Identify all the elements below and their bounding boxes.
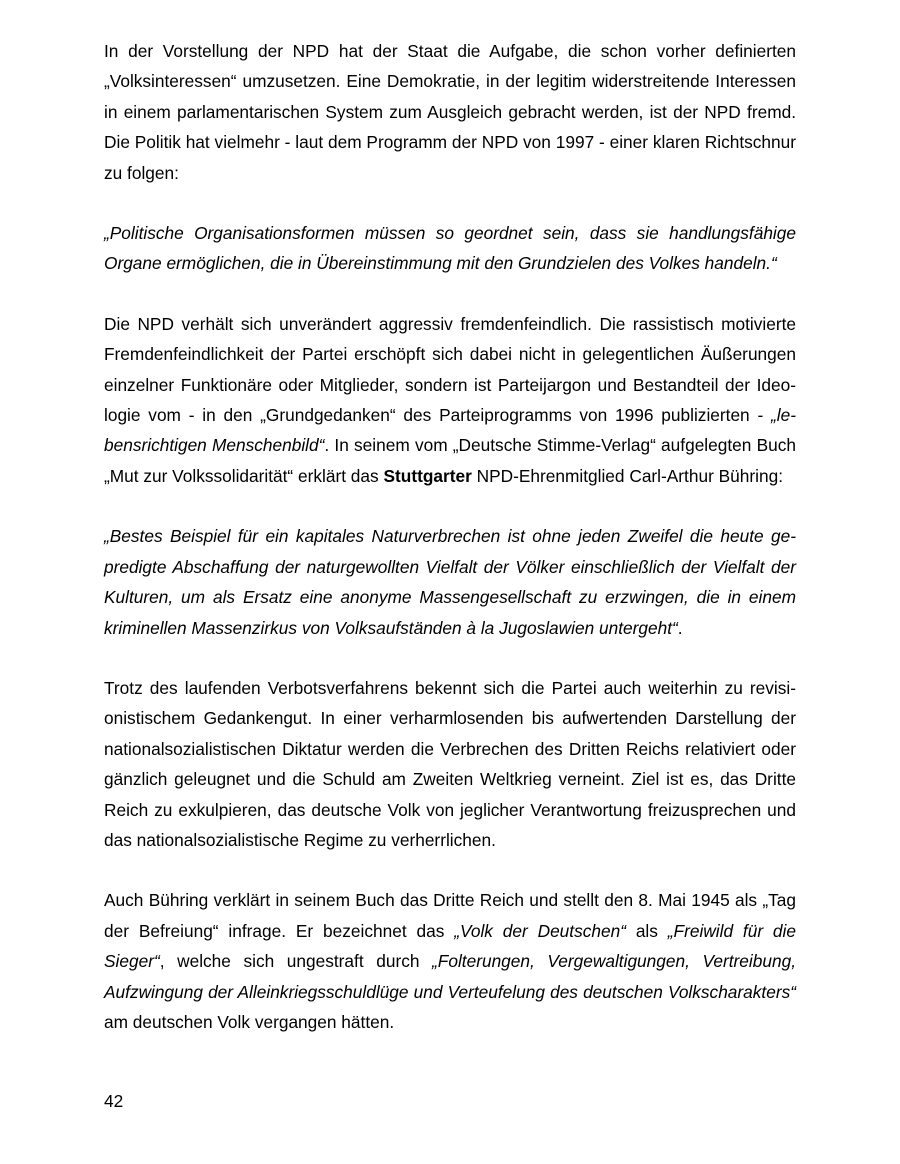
paragraph-npd-state: In der Vorstellung der NPD hat der Staat die Aufgabe, die schon vorher definierten „Volksinteressen“ umzusetzen. Eine Demokratie, in der legitim widerstreitende Interessen in einem parlamentarischen System zum Ausgleich gebracht werden, ist der NPD fremd. Die Politik hat vielmehr - laut dem Programm der NPD von 1997 - einer klaren Richtschnur zu folgen: <box>104 41 796 183</box>
quote-buehring <box>104 521 796 643</box>
italic-quote: „lebensrichtigen Menschenbild“ <box>104 405 796 456</box>
quote-npd-program: „Politische Organisationsformen müssen so geordnet sein, dass sie handlungsfähige Organe ermöglichen, die in Übereinstimmung mit den Grundzielen des Volkes handeln.“ <box>104 223 796 274</box>
paragraph-text: am deutschen Volk vergangen hätten. <box>104 1011 395 1032</box>
italic-quote: „Bestes Beispiel für ein kapitales Naturverbrechen ist ohne jeden Zweifel die heute gepredigte Abschaffung der naturgewollten Vielfalt der Völker einschließlich der Vielfalt der Kulturen, um als Ersatz eine anonyme Massengesellschaft zu erzwingen, die in einem kriminellen Massenzirkus von Volksaufständen à la Jugoslawien untergeht“ <box>104 526 796 638</box>
italic-quote: „Freiwild für die Sieger“ <box>104 920 796 972</box>
document-page <box>104 36 796 1067</box>
paragraph-buehring-book <box>104 885 796 1037</box>
paragraph-text: Auch Bühring verklärt in seinem Buch das Dritte Reich und stellt den 8. Mai 1945 als „Tag der Befreiung“ infrage. Er bezeichnet das <box>104 890 796 941</box>
paragraph-revisionism: Trotz des laufenden Verbotsverfahrens bekennt sich die Partei auch weiterhin zu revisionistischem Gedankengut. In einer verharmlosenden bis aufwertenden Darstellung der nationalsozialistischen Diktatur werden die Verbrechen des Dritten Reichs relativiert oder gänzlich geleugnet und die Schuld am Zweiten Weltkrieg verneint. Ziel ist es, das Dritte Reich zu exkulpieren, das deutsche Volk von jeglicher Verantwortung freizusprechen und das nationalsozialistische Regime zu verherrlichen. <box>104 677 796 850</box>
paragraph-text: NPD-Ehrenmitglied Carl-Arthur Bühring: <box>471 465 784 486</box>
paragraph-xenophobia <box>104 309 796 491</box>
paragraph-text: Die NPD verhält sich unverändert aggressiv fremdenfeindlich. Die rassistisch motivierte Fremdenfeindlichkeit der Partei erschöpft sich dabei nicht in gelegentlichen Äußerungen einzelner Funktionäre oder Mitglieder, sondern ist Parteijargon und Bestandteil der Ideologie vom - in den „Grundgedanken“ des Parteiprogramms von 1996 publizierten - <box>104 313 796 426</box>
bold-term: Stuttgarter <box>383 465 472 486</box>
italic-quote: „Folterungen, Vergewaltigungen, Vertreibung, Aufzwingung der Alleinkriegsschuldlüge und Verteufelung des deutschen Volkscharakters“ <box>104 951 796 1002</box>
quote-trailing: . <box>677 617 683 638</box>
italic-quote: „Volk der Deutschen“ <box>454 920 626 941</box>
paragraph-text: . In seinem vom „Deutsche Stimme-Verlag“ aufgelegten Buch „Mut zur Volkssolidarität“ erklärt das <box>104 435 796 486</box>
page-number: 42 <box>104 1091 124 1111</box>
paragraph-text: als <box>625 920 668 941</box>
paragraph-text: , welche sich ungestraft durch <box>159 951 433 972</box>
